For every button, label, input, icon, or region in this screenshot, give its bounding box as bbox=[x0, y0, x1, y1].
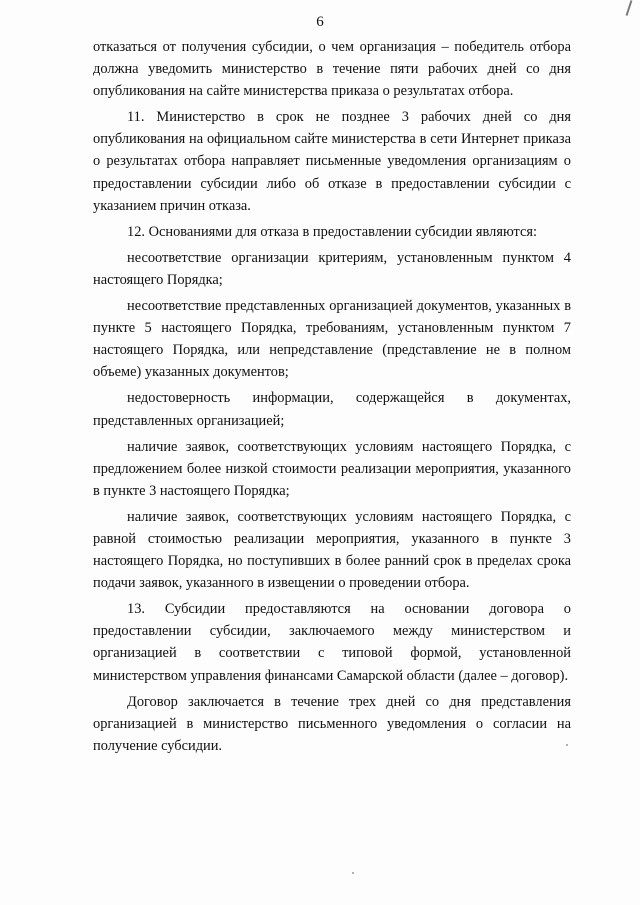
paragraph-item-12: 12. Основаниями для отказа в предоставлении субсидии являются: bbox=[127, 223, 537, 240]
document-body bbox=[93, 36, 571, 757]
paragraph-ground-criteria: несоответствие организации критериям, установленным пунктом 4 настоящего Порядка; bbox=[93, 249, 571, 288]
page-number: 6 bbox=[316, 14, 324, 30]
paragraph-item-13: 13. Субсидии предоставляются на основании договора о предоставлении субсидии, заключаемого между министерством и организацией в соответствии с типовой формой, установленной министерством управления финансами Самарской области (далее – договор). bbox=[93, 601, 571, 684]
paragraph-ground-documents: несоответствие представленных организацией документов, указанных в пункте 5 настоящего Порядка, требованиям, установленным пунктом 7 настоящего Порядка, или непредставление (представление не в полном объеме) указанных документов; bbox=[93, 298, 571, 381]
paragraph-ground-equal-cost: наличие заявок, соответствующих условиям настоящего Порядка, с равной стоимостью реализации мероприятия, указанного в пункте 3 настоящего Порядка, но поступивших в более ранний срок в пределах срока подачи заявок, указанного в извещении о проведении отбора. bbox=[93, 508, 571, 592]
paragraph-continuation: отказаться от получения субсидии, о чем организация – победитель отбора должна уведомить министерство в течение пяти рабочих дней со дня опубликования на сайте министерства приказа о результатах отбора. bbox=[93, 39, 571, 100]
paragraph-contract: Договор заключается в течение трех дней со дня представления организацией в министерство письменного уведомления о согласии на получение субсидии. bbox=[93, 693, 571, 754]
paragraph-item-11: 11. Министерство в срок не позднее 3 рабочих дней со дня опубликования на официальном сайте министерства в сети Интернет приказа о результатах отбора направляет письменные уведомления организациям о предоставлении субсидии либо об отказе в предоставлении субсидии с указанием причин отказа. bbox=[93, 109, 571, 214]
scan-speck bbox=[352, 872, 354, 874]
paragraph-ground-lower-cost: наличие заявок, соответствующих условиям настоящего Порядка, с предложением более низкой стоимости реализации мероприятия, указанного в пункте 3 настоящего Порядка; bbox=[93, 438, 571, 499]
paragraph-ground-inaccuracy: недостоверность информации, содержащейся в документах, представленных организацией; bbox=[93, 390, 571, 429]
